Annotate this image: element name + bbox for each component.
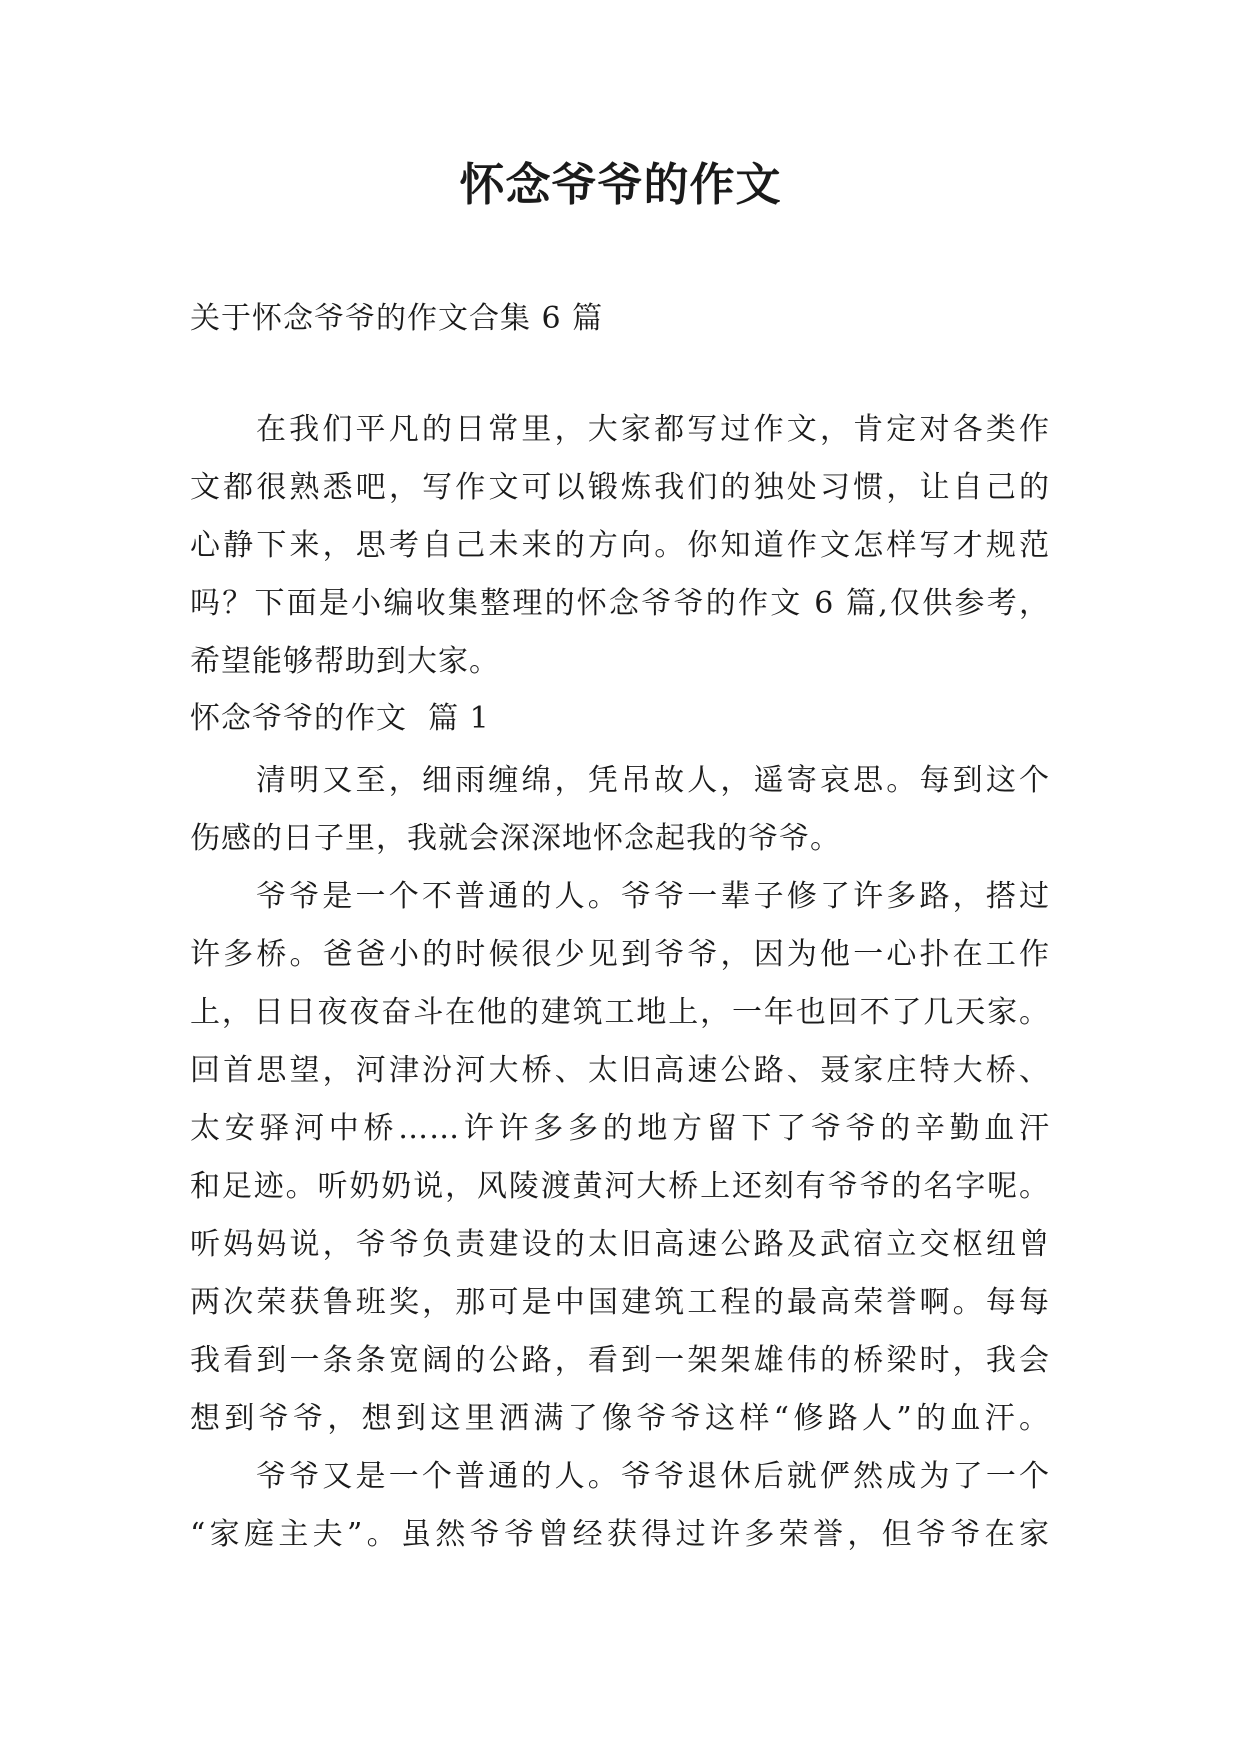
body-paragraph-2 (190, 868, 1050, 1448)
intro-paragraph (190, 401, 1050, 691)
paragraph-line: 许多桥。爸爸小的时候很少见到爷爷，因为他一心扑在工作 (190, 937, 1050, 972)
paragraph-line: 太安驿河中桥……许许多多的地方留下了爷爷的辛勤血汗 (190, 1111, 1050, 1146)
body-paragraph-3 (190, 1448, 1050, 1564)
paragraph-line: 上，日日夜夜奋斗在他的建筑工地上，一年也回不了几天家。 (190, 995, 1050, 1030)
section-heading (190, 690, 1050, 748)
paragraph-line: 伤感的日子里，我就会深深地怀念起我的爷爷。 (190, 821, 841, 856)
paragraph-line: 清明又至，细雨缠绵，凭吊故人，遥寄哀思。每到这个 (256, 763, 1050, 798)
document-title: 怀念爷爷的作文 (459, 158, 782, 211)
paragraph-line: 我看到一条条宽阔的公路，看到一架架雄伟的桥梁时，我会 (190, 1343, 1050, 1378)
paragraph-line: 和足迹。听奶奶说，风陵渡黄河大桥上还刻有爷爷的名字呢。 (190, 1169, 1050, 1204)
intro-line: 心静下来，思考自己未来的方向。你知道作文怎样写才规范 (190, 528, 1050, 563)
body-paragraph-1 (190, 752, 1050, 868)
intro-line: 在我们平凡的日常里，大家都写过作文，肯定对各类作 (256, 412, 1050, 447)
paragraph-line: 听妈妈说，爷爷负责建设的太旧高速公路及武宿立交枢纽曾 (190, 1227, 1050, 1262)
paragraph-line: 想到爷爷，想到这里洒满了像爷爷这样“修路人”的血汗。 (190, 1401, 1050, 1436)
intro-line: 希望能够帮助到大家。 (190, 644, 500, 679)
subtitle-text: 关于怀念爷爷的作文合集 6 篇 (190, 301, 604, 336)
section-heading-text: 怀念爷爷的作文 篇 1 (190, 701, 490, 736)
document-subtitle (190, 290, 1050, 348)
intro-line: 文都很熟悉吧，写作文可以锻炼我们的独处习惯，让自己的 (190, 470, 1050, 505)
intro-line: 吗？下面是小编收集整理的怀念爷爷的作文 6 篇,仅供参考， (190, 586, 1050, 621)
paragraph-line: “家庭主夫”。虽然爷爷曾经获得过许多荣誉，但爷爷在家 (190, 1517, 1050, 1552)
paragraph-line: 两次荣获鲁班奖，那可是中国建筑工程的最高荣誉啊。每每 (190, 1285, 1050, 1320)
paragraph-line: 爷爷又是一个普通的人。爷爷退休后就俨然成为了一个 (256, 1459, 1050, 1494)
paragraph-line: 爷爷是一个不普通的人。爷爷一辈子修了许多路，搭过 (256, 879, 1050, 914)
paragraph-line: 回首思望，河津汾河大桥、太旧高速公路、聂家庄特大桥、 (190, 1053, 1050, 1088)
